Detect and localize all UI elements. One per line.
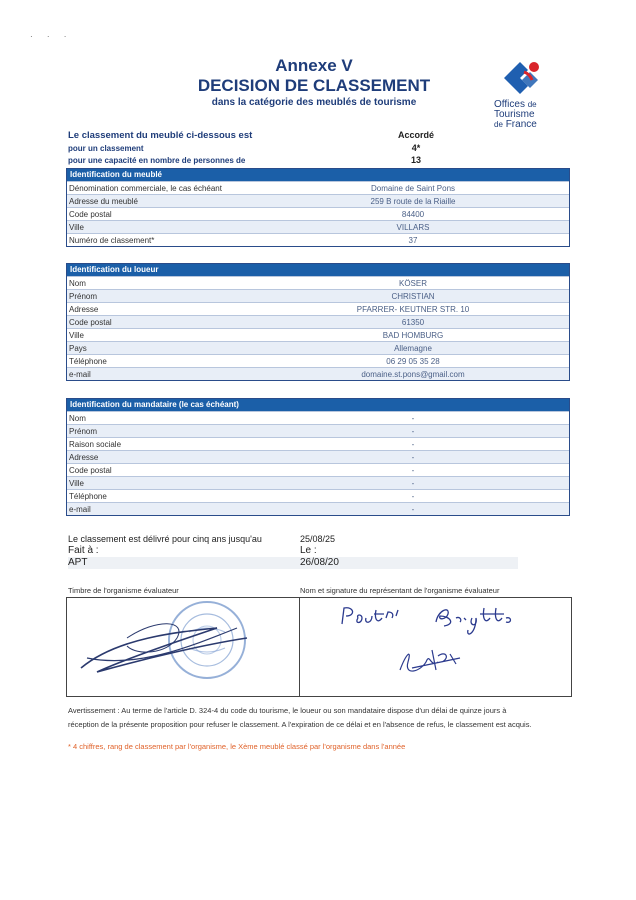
signature-label: Nom et signature du représentant de l'organisme évaluateur <box>300 586 500 595</box>
table-row: e-mail - <box>67 502 569 515</box>
table-row: Ville BAD HOMBURG <box>67 328 569 341</box>
signature-cell <box>300 598 571 696</box>
mandataire-section-title: Identification du mandataire (le cas échéant) <box>67 399 569 411</box>
capacity-value: 13 <box>410 155 421 165</box>
validity-block <box>68 533 518 569</box>
meuble-section-title: Identification du meublé <box>67 169 569 181</box>
table-row: Ville - <box>67 476 569 489</box>
meuble-rows <box>67 181 569 246</box>
table-row: Téléphone - <box>67 489 569 502</box>
table-row: Pays Allemagne <box>67 341 569 354</box>
table-row: Adresse - <box>67 450 569 463</box>
table-row: Code postal 84400 <box>67 207 569 220</box>
legal-warning: Avertissement : Au terme de l'article D. 324-4 du code du tourisme, le loueur ou son mandataire dispose d'un délai de quinze jours à réception de la présente proposition pour refuser le classement. A l'expiration de ce délai et en l'absence de refus, le classement est acquis. <box>68 706 532 729</box>
table-row: Nom KÖSER <box>67 276 569 289</box>
summary-title: Le classement du meublé ci-dessous est <box>68 129 253 141</box>
meuble-section <box>66 168 570 247</box>
logo-wordmark: Offices de Tourisme de France <box>494 99 537 130</box>
table-row: Téléphone 06 29 05 35 28 <box>67 354 569 367</box>
validity-label: Le classement est délivré pour cinq ans jusqu'au <box>68 534 262 544</box>
capacity-label: pour une capacité en nombre de personnes de <box>68 155 246 165</box>
classification-summary <box>68 128 568 166</box>
table-row: e-mail domaine.st.pons@gmail.com <box>67 367 569 380</box>
mandataire-section <box>66 398 570 516</box>
validity-date: 25/08/25 <box>300 534 336 544</box>
table-row: Dénomination commerciale, le cas échéant Domaine de Saint Pons <box>67 181 569 194</box>
decision-title: DECISION DE CLASSEMENT <box>197 76 431 95</box>
table-row: Numéro de classement* 37 <box>67 233 569 246</box>
stamp-cell <box>67 598 300 696</box>
decision-value: Accordé <box>397 130 434 140</box>
le-label: Le : <box>300 545 317 556</box>
table-row: Ville VILLARS <box>67 220 569 233</box>
issue-date: 26/08/20 <box>300 557 339 568</box>
table-row: Code postal - <box>67 463 569 476</box>
loueur-section-title: Identification du loueur <box>67 264 569 276</box>
classement-label: pour un classement <box>68 143 144 153</box>
fait-a-label: Fait à : <box>68 545 99 556</box>
annexe-title: Annexe V <box>275 56 353 75</box>
handwritten-signature-icon <box>300 598 572 696</box>
offices-de-tourisme-logo <box>494 58 554 136</box>
stamp-label: Timbre de l'organisme évaluateur <box>68 586 179 595</box>
table-row: Code postal 61350 <box>67 315 569 328</box>
classification-footnote: * 4 chiffres, rang de classement par l'organisme, le Xème meublé classé par l'organisme dans l'année <box>68 742 406 751</box>
table-row: Raison sociale - <box>67 437 569 450</box>
signature-labels <box>68 586 572 595</box>
loueur-section <box>66 263 570 381</box>
table-row: Prénom - <box>67 424 569 437</box>
decision-subtitle: dans la catégorie des meublés de tourisme <box>211 97 417 108</box>
mandataire-rows <box>67 411 569 515</box>
issue-place: APT <box>68 557 88 568</box>
table-row: Nom - <box>67 411 569 424</box>
classement-value: 4* <box>411 143 421 153</box>
table-row: Adresse du meublé 259 B route de la Riaille <box>67 194 569 207</box>
logo-mark-icon <box>500 58 544 98</box>
signature-box <box>66 597 572 697</box>
table-row: Adresse PFARRER- KEUTNER STR. 10 <box>67 302 569 315</box>
scan-artifact: · · · <box>30 32 73 41</box>
table-row: Prénom CHRISTIAN <box>67 289 569 302</box>
loueur-rows <box>67 276 569 380</box>
official-stamp-icon <box>67 598 299 696</box>
